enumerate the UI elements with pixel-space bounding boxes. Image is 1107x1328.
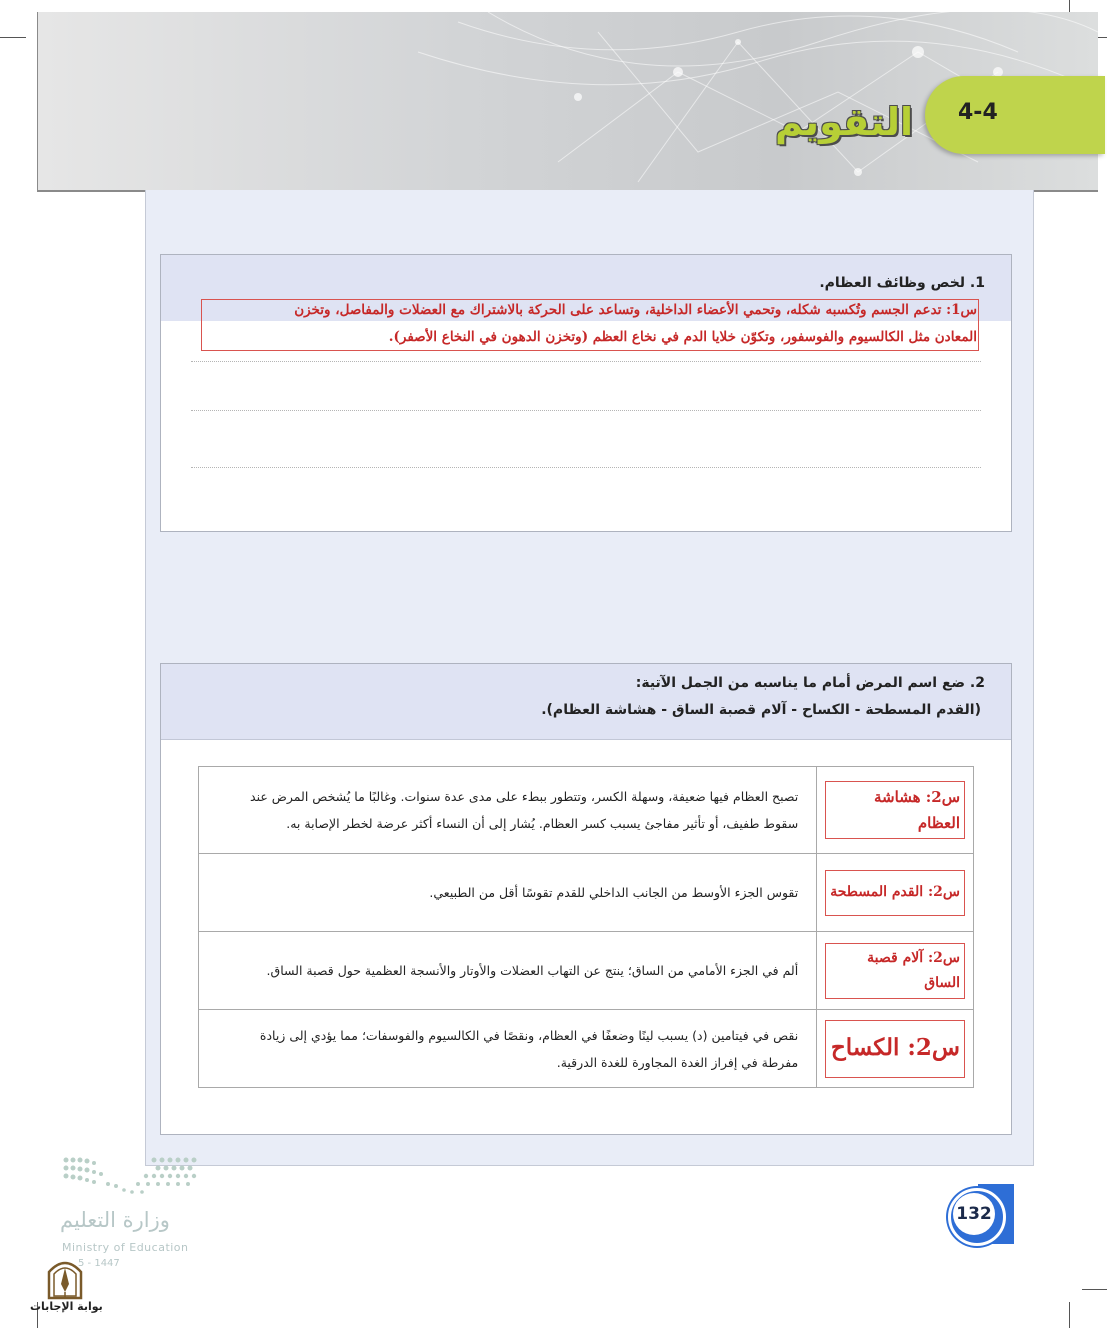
question-1-prompt: 1. لخص وظائف العظام. <box>819 275 985 291</box>
answer-line: س1: تدعم الجسم وتُكسبه شكله، وتحمي الأعضاء الداخلية، وتساعد على الحركة بالاشتراك مع العضلات والمفاصل، وتخزن <box>294 302 977 318</box>
table-row <box>199 932 974 1010</box>
answer-cell <box>817 767 974 854</box>
ministry-english-name: Ministry of Education <box>62 1241 189 1254</box>
portal-logo-icon <box>45 1256 85 1300</box>
question-2-prompt: 2. ضع اسم المرض أمام ما يناسبه من الجمل الآتية: <box>635 675 985 691</box>
ministry-arabic-name: وزارة التعليم <box>60 1208 170 1232</box>
table-row <box>199 854 974 932</box>
section-number: 4-4 <box>958 100 998 125</box>
section-tab <box>925 76 1105 154</box>
ministry-logo-icon <box>58 1152 208 1202</box>
answer-box: س2: هشاشة العظام <box>825 781 965 839</box>
answer-dotted-line <box>191 410 981 411</box>
description-cell: تقوس الجزء الأوسط من الجانب الداخلي للقدم تقوسًا أقل من الطبيعي. <box>199 854 817 932</box>
section-title: التقويم <box>775 100 914 144</box>
question-2-header <box>161 664 1011 740</box>
answer-cell <box>817 932 974 1010</box>
question-2-options: (القدم المسطحة - الكساح - آلام قصبة الساق - هشاشة العظام). <box>541 702 981 718</box>
table-row <box>199 767 974 854</box>
table-row <box>199 1010 974 1088</box>
description-cell: نقص في فيتامين (د) يسبب لينًا وضعفًا في العظام، ونقصًا في الكالسيوم والفوسفات؛ مما يؤدي إلى زيادة مفرطة في إفراز الغدة المجاورة للغدة الدرقية. <box>199 1010 817 1088</box>
description-cell: ألم في الجزء الأمامي من الساق؛ ينتج عن التهاب العضلات والأوتار والأنسجة العظمية حول قصبة الساق. <box>199 932 817 1010</box>
ministry-year: 5 - 1447 <box>78 1258 120 1269</box>
page-panel <box>145 190 1034 1166</box>
page-number-badge <box>942 1184 1014 1244</box>
page-number: 132 <box>953 1193 995 1235</box>
portal-name: بوابة الإجابات <box>30 1300 103 1313</box>
answer-line: المعادن مثل الكالسيوم والفوسفور، وتكوّن خلايا الدم في نخاع العظم (وتخزن الدهون في النخاع الأصفر). <box>388 329 977 345</box>
crop-mark <box>1069 1302 1070 1328</box>
answer-box: س2: آلام قصبة الساق <box>825 943 965 999</box>
answer-cell <box>817 854 974 932</box>
answer-dotted-line <box>191 361 981 362</box>
answer-box: س2: القدم المسطحة <box>825 870 965 916</box>
crop-mark <box>1082 1289 1107 1290</box>
answer-box: س2: الكساح <box>825 1020 965 1078</box>
answer-dotted-line <box>191 467 981 468</box>
question-1-answer <box>187 297 977 351</box>
crop-mark <box>0 37 26 38</box>
answer-cell <box>817 1010 974 1088</box>
question-1-box <box>160 254 1012 532</box>
disease-table <box>198 766 974 1088</box>
description-cell: تصبح العظام فيها ضعيفة، وسهلة الكسر، وتتطور ببطء على مدى عدة سنوات. وغالبًا ما يُشخص المرض عند سقوط طفيف، أو تأثير مفاجئ يسبب كسر العظام. يُشار إلى أن النساء أكثر عرضة لخطر الإصابة به. <box>199 767 817 854</box>
question-2-box <box>160 663 1012 1135</box>
